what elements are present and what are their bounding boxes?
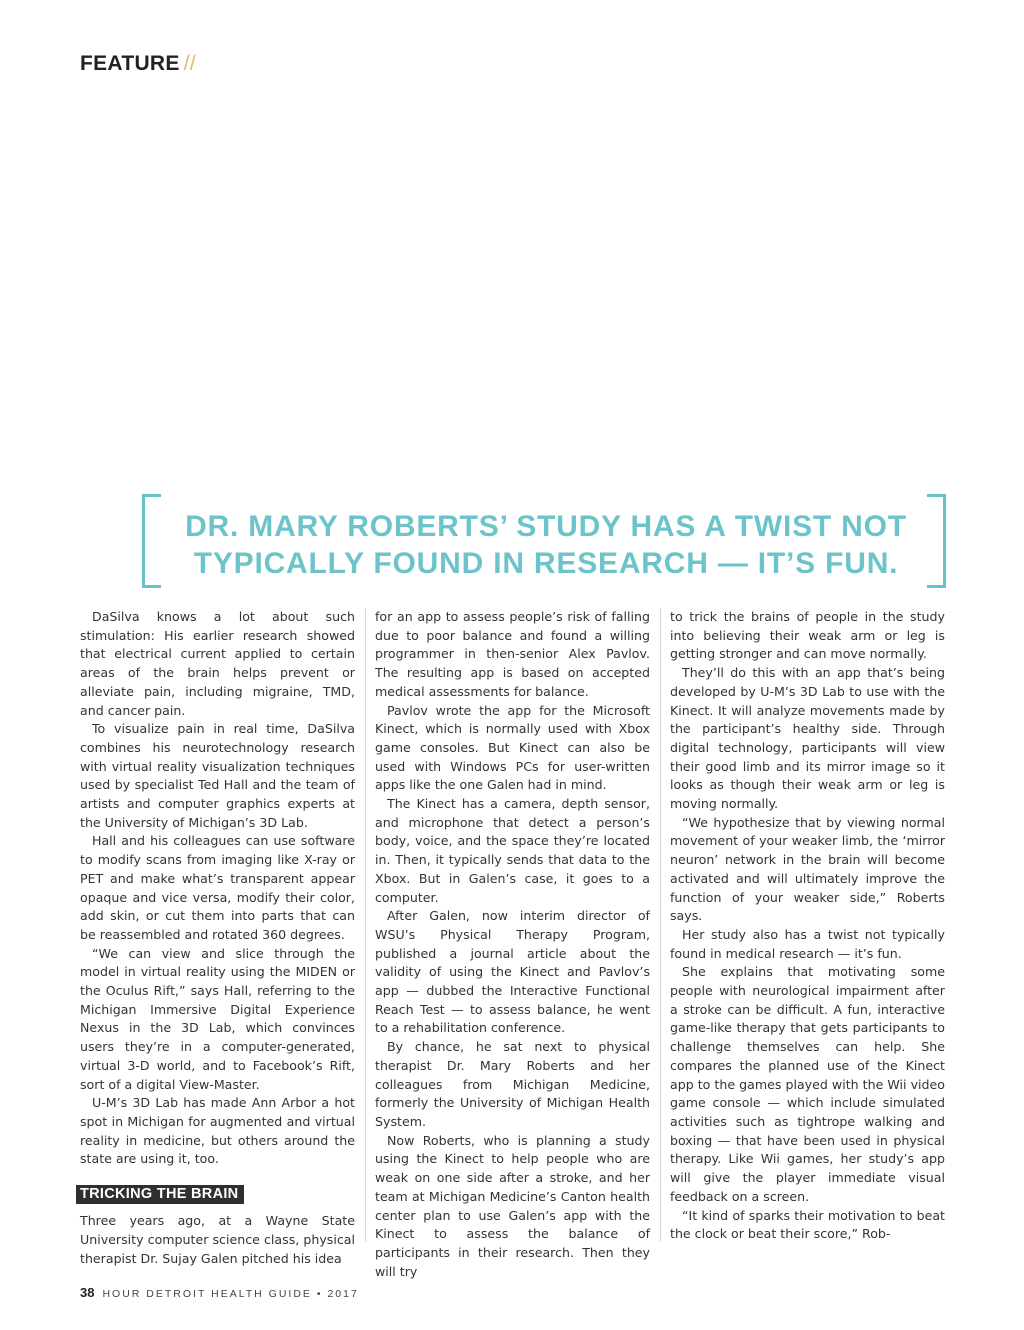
article-column-3 [670, 608, 945, 1244]
paragraph: By chance, he sat next to physical therapist Dr. Mary Roberts and her colleagues from Michigan Medicine, formerly the University of Michigan Health System. [375, 1039, 650, 1129]
section-header [80, 52, 196, 76]
paragraph: Pavlov wrote the app for the Microsoft Kinect, which is normally used with Xbox game consoles. But Kinect can also be used with Windows PCs for user-written apps like the one Galen had in mind. [375, 702, 650, 793]
paragraph: “We can view and slice through the model in virtual reality using the MIDEN or the Oculus Rift,” says Hall, referring to the Michigan Immersive Digital Experience Nexus in the 3D Lab, which convinces users they’re in a computer-generated, virtual 3-D world, and to Facebook’s Rift, sort of a digital View-Master. [80, 945, 355, 1092]
pull-quote-right-bracket [927, 494, 946, 588]
paragraph: for an app to assess people’s risk of falling due to poor balance and found a willing programmer in then-senior Alex Pavlov. The resulting app is based on accepted medical assessments for balance. [375, 609, 650, 699]
section-label: FEATURE [80, 52, 180, 75]
paragraph: U-M’s 3D Lab has made Ann Arbor a hot spot in Michigan for augmented and virtual reality in medicine, but others around the state are using it, too. [80, 1095, 355, 1167]
publication-name: HOUR DETROIT HEALTH GUIDE • 2017 [102, 1288, 359, 1300]
subhead: TRICKING THE BRAIN [76, 1185, 244, 1204]
paragraph: Three years ago, at a Wayne State University computer science class, physical therapist Dr. Sujay Galen pitched his idea [80, 1213, 355, 1266]
paragraph: She explains that motivating some people with neurological impairment after a stroke can be difficult. A fun, interactive game-like therapy that gets participants to challenge themselves can help. She compares the planned use of the Kinect app to the games played with the Wii video game console — which include simulated activities such as tightrope walking and boxing — that have been used in physical therapy. Like Wii games, her study’s app will give the player immediate visual feedback on a screen. [670, 964, 945, 1204]
column-divider [365, 608, 366, 1242]
section-slashes: // [183, 52, 196, 75]
page-number: 38 [80, 1285, 95, 1300]
paragraph: DaSilva knows a lot about such stimulation: His earlier research showed that electrical current applied to certain areas of the brain helps prevent or alleviate pain, including migraine, TMD, and cancer pain. [80, 609, 355, 718]
column-divider [660, 608, 661, 1242]
pull-quote-line-1: DR. MARY ROBERTS’ STUDY HAS A TWIST NOT [185, 510, 907, 543]
pull-quote-left-bracket [142, 494, 161, 588]
pull-quote-line-2: TYPICALLY FOUND IN RESEARCH — IT’S FUN. [193, 547, 899, 580]
paragraph: Hall and his colleagues can use software to modify scans from imaging like X-ray or PET and make what’s transparent appear opaque and vice versa, modify their color, add skin, or cut them into parts that can be reassembled and rotated 360 degrees. [80, 833, 355, 942]
paragraph: Her study also has a twist not typically found in medical research — it’s fun. [670, 926, 945, 961]
pull-quote-text [164, 508, 928, 582]
article-column-2 [375, 608, 650, 1281]
article-column-1 [80, 608, 355, 1268]
page-footer [80, 1285, 359, 1300]
pull-quote [142, 494, 946, 586]
paragraph: To visualize pain in real time, DaSilva combines his neurotechnology research with virtual reality visualization techniques used by specialist Ted Hall and the team of artists and computer graphics experts at the University of Michigan’s 3D Lab. [80, 721, 355, 830]
paragraph: The Kinect has a camera, depth sensor, and microphone that detect a person’s body, voice, and the space they’re located in. Then, it typically sends that data to the Xbox. But in Galen’s case, it goes to a computer. [375, 796, 650, 905]
paragraph: “It kind of sparks their motivation to beat the clock or beat their score,” Rob- [670, 1207, 945, 1242]
paragraph: They’ll do this with an app that’s being developed by U-M’s 3D Lab to use with the Kinect. It will analyze movements made by the participant’s healthy side. Through digital technology, participants will view their good limb and its mirror image so it looks as though their weak arm or leg is moving normally. [670, 665, 945, 812]
paragraph: After Galen, now interim director of WSU’s Physical Therapy Program, published a journal article about the validity of using the Kinect and Pavlov’s app — dubbed the Interactive Functional Reach Test — to assess balance, he went to a rehabilitation conference. [375, 908, 650, 1036]
paragraph: Now Roberts, who is planning a study using the Kinect to help people who are weak on one side after a stroke, and her team at Michigan Medicine’s Canton health center plan to use Galen’s app with the Kinect to assess the balance of participants in their research. Then they will try [375, 1132, 650, 1279]
paragraph: “We hypothesize that by viewing normal movement of your weaker limb, the ‘mirror neuron’ network in the brain will become activated and will ultimately improve the function of your weaker side,” Roberts says. [670, 814, 945, 924]
paragraph: to trick the brains of people in the study into believing their weak arm or leg is getting stronger and can move normally. [670, 609, 945, 662]
